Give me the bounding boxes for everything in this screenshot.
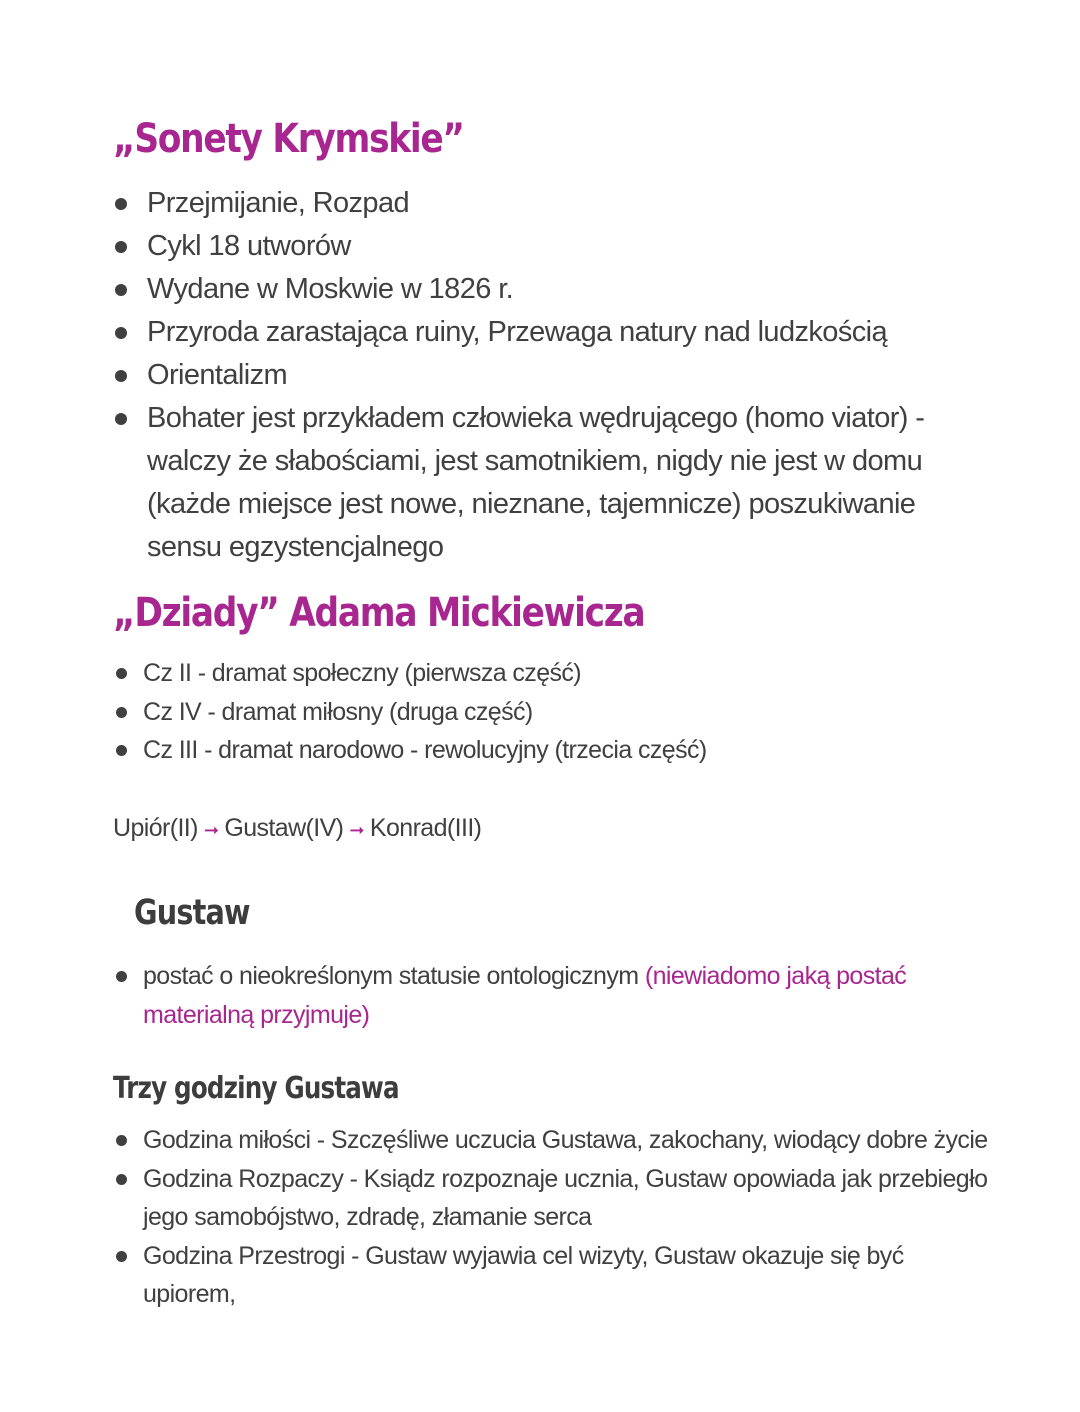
flow-konrad: Konrad(III)	[369, 814, 482, 842]
sonety-list	[113, 182, 973, 569]
arrow-right-icon: ➞	[203, 820, 219, 840]
list-item: Wydane w Moskwie w 1826 r.	[113, 268, 973, 311]
list-item: Cz IV - dramat miłosny (druga część)	[113, 693, 993, 732]
godziny-list	[113, 1121, 993, 1314]
godziny-title: Trzy godziny Gustawa	[113, 1071, 399, 1106]
flow-upior: Upiór(II)	[113, 814, 198, 842]
list-item: Orientalizm	[113, 354, 973, 397]
list-item: Cykl 18 utworów	[113, 225, 973, 268]
gustaw-highlight: (niewiadomo jaką postać materialną przyjmuje)	[143, 962, 907, 1029]
arrow-right-icon: ➞	[349, 820, 364, 840]
gustaw-text: postać o nieokreślonym statusie ontologicznym	[143, 962, 645, 990]
gustaw-title: Gustaw	[134, 893, 250, 933]
list-item: Godzina miłości - Szczęśliwe uczucia Gustawa, zakochany, wiodący dobre życie	[113, 1121, 993, 1160]
dziady-list	[113, 654, 993, 770]
character-flow	[113, 809, 481, 849]
list-item: Cz III - dramat narodowo - rewolucyjny (trzecia część)	[113, 731, 993, 770]
list-item	[113, 957, 993, 1034]
list-item: Przyroda zarastająca ruiny, Przewaga natury nad ludzkością	[113, 311, 973, 354]
sonety-title: „Sonety Krymskie”	[113, 116, 464, 162]
list-item: Godzina Przestrogi - Gustaw wyjawia cel wizyty, Gustaw okazuje się być upiorem,	[113, 1237, 993, 1314]
list-item: Cz II - dramat społeczny (pierwsza część)	[113, 654, 993, 693]
dziady-title: „Dziady” Adama Mickiewicza	[113, 590, 645, 636]
gustaw-list	[113, 957, 993, 1034]
list-item: Godzina Rozpaczy - Ksiądz rozpoznaje ucznia, Gustaw opowiada jak przebiegło jego samobójstwo, zdradę, złamanie serca	[113, 1160, 993, 1237]
flow-gustaw: Gustaw(IV)	[224, 814, 344, 842]
list-item: Bohater jest przykładem człowieka wędrującego (homo viator) - walczy że słabościami, jest samotnikiem, nigdy nie jest w domu (każde miejsce jest nowe, nieznane, tajemnicze) poszukiwanie sensu egzystencjalnego	[113, 397, 973, 569]
list-item: Przejmijanie, Rozpad	[113, 182, 973, 225]
